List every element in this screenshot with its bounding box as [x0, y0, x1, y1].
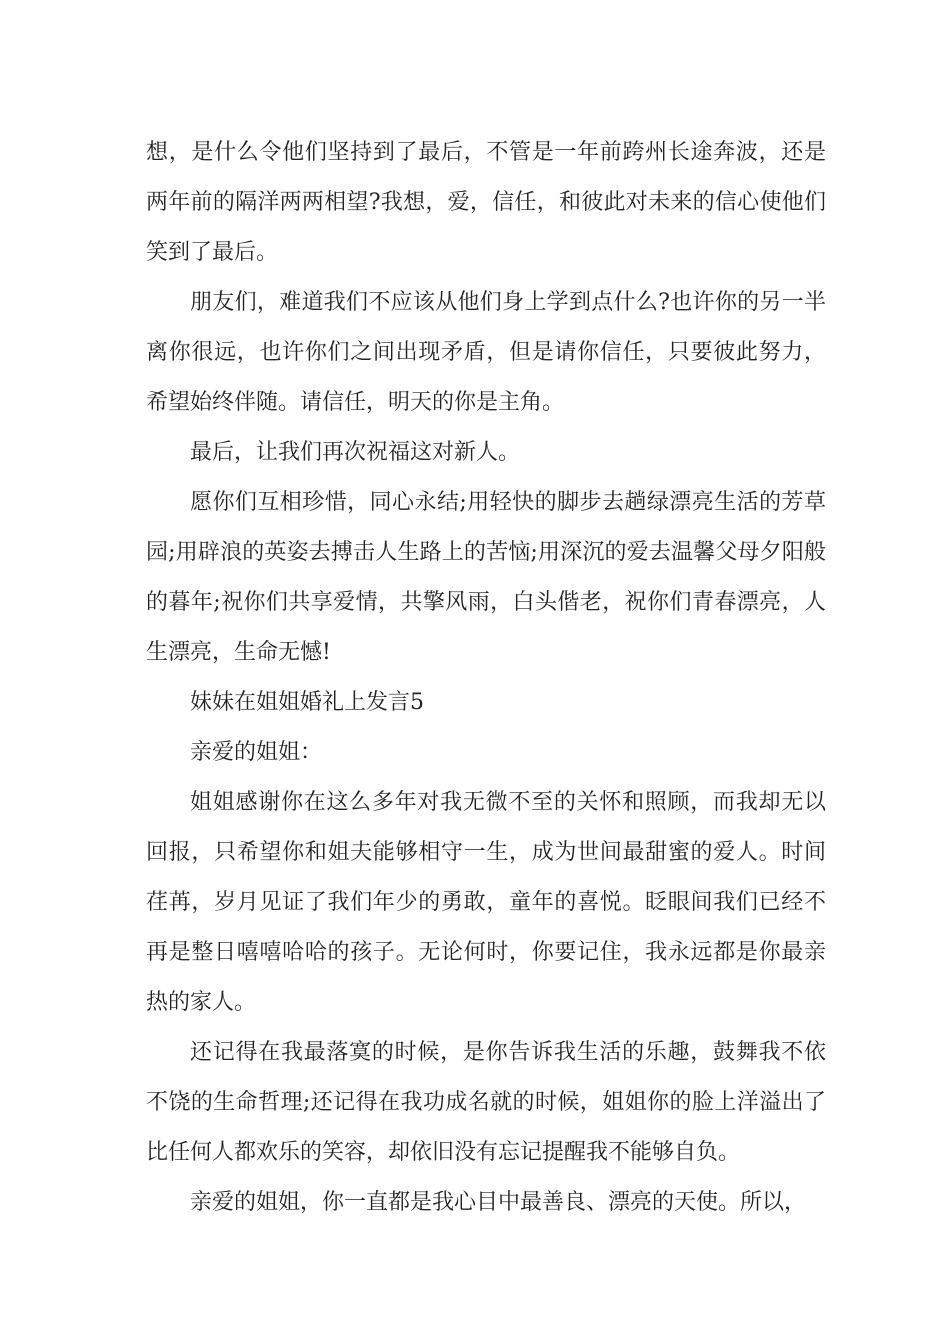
paragraph-5: 姐姐感谢你在这么多年对我无微不至的关怀和照顾，而我却无以回报，只希望你和姐夫能够相守一生，成为世间最甜蜜的爱人。时间荏苒，岁月见证了我们年少的勇敢，童年的喜悦。眨眼间我们已经不再是整日嘻嘻哈哈的孩子。无论何时，你要记住，我永远都是你最亲热的家人。	[146, 790, 826, 1015]
paragraph-7: 亲爱的姐姐，你一直都是我心目中最善良、漂亮的天使。所以，	[190, 1190, 807, 1215]
paragraph-2: 朋友们，难道我们不应该从他们身上学到点什么?也许你的另一半离你很远，也许你们之间出现矛盾，但是请你信任，只要彼此努力，希望始终伴随。请信任，明天的你是主角。	[146, 290, 826, 415]
salutation: 亲爱的姐姐：	[190, 740, 323, 765]
paragraph-4: 愿你们互相珍惜，同心永结;用轻快的脚步去趟绿漂亮生活的芳草园;用辟浪的英姿去搏击人生路上的苦恼;用深沉的爱去温馨父母夕阳般的暮年;祝你们共享爱情，共擎风雨，白头偕老，祝你们青春漂亮，人生漂亮，生命无憾!	[146, 490, 826, 665]
paragraph-1: 想，是什么令他们坚持到了最后，不管是一年前跨州长途奔波，还是两年前的隔洋两两相望?我想，爱，信任，和彼此对未来的信心使他们笑到了最后。	[146, 140, 826, 265]
paragraph-3: 最后，让我们再次祝福这对新人。	[190, 440, 521, 465]
document-body	[146, 128, 826, 1228]
section-heading: 妹妹在姐姐婚礼上发言5	[190, 690, 424, 715]
paragraph-6: 还记得在我最落寞的时候，是你告诉我生活的乐趣，鼓舞我不依不饶的生命哲理;还记得在我功成名就的时候，姐姐你的脸上洋溢出了比任何人都欢乐的笑容，却依旧没有忘记提醒我不能够自负。	[146, 1040, 826, 1165]
